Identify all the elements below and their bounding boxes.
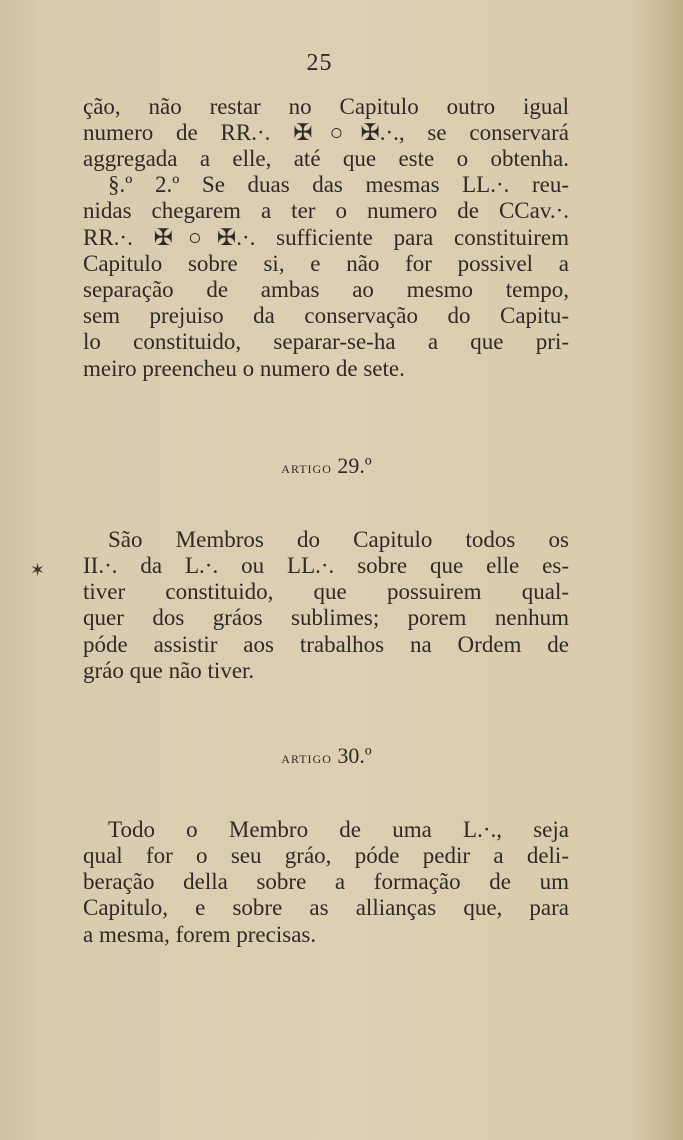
text-line: quer dos gráos sublimes; porem nenhum: [83, 605, 569, 630]
text-line: numero de RR.·. ✠○✠.·., se conservará: [83, 120, 569, 145]
text-line: gráo que não tiver.: [83, 658, 255, 683]
text-line: póde assistir aos trabalhos na Ordem de: [83, 632, 569, 657]
text-line: nidas chegarem a ter o numero de CCav.·.: [83, 198, 569, 223]
article-label: artigo: [281, 748, 332, 767]
article-number: 29.º: [337, 453, 372, 478]
text-line: lo constituido, separar-se-ha a que pri-: [83, 329, 569, 354]
text-line: a mesma, forem precisas.: [83, 922, 317, 947]
text-line: aggregada a elle, até que este o obtenha.: [83, 146, 569, 171]
text-line: tiver constituido, que possuirem qual-: [83, 579, 569, 604]
text-line: §.º 2.º Se duas das mesmas LL.·. reu-: [108, 172, 569, 197]
text-line: Capitulo, e sobre as allianças que, para: [83, 895, 569, 920]
text-line: Todo o Membro de uma L.·., seja: [108, 817, 569, 842]
article-29-heading: [0, 453, 683, 481]
article-label: artigo: [281, 458, 332, 477]
text-line: II.·. da L.·. ou LL.·. sobre que elle es-: [83, 553, 569, 578]
text-line: ção, não restar no Capitulo outro igual: [83, 94, 569, 119]
page-number: [0, 50, 683, 77]
text-line: Capitulo sobre si, e não for possivel a: [83, 251, 569, 276]
text-line: meiro preencheu o numero de sete.: [83, 356, 405, 381]
text-line: beração della sobre a formação de um: [83, 869, 569, 894]
page-number-text: 25: [306, 50, 333, 76]
article-30-heading: [0, 743, 683, 771]
text-line: qual for o seu gráo, póde pedir a deli-: [83, 843, 569, 868]
article-number: 30.º: [337, 743, 372, 768]
margin-mark-icon: ✶: [30, 560, 46, 580]
text-line: sem prejuiso da conservação do Capitu-: [83, 303, 569, 328]
text-line: separação de ambas ao mesmo tempo,: [83, 277, 569, 302]
text-line: São Membros do Capitulo todos os: [108, 527, 569, 552]
text-line: RR.·. ✠○✠.·. sufficiente para constituirem: [83, 225, 569, 250]
